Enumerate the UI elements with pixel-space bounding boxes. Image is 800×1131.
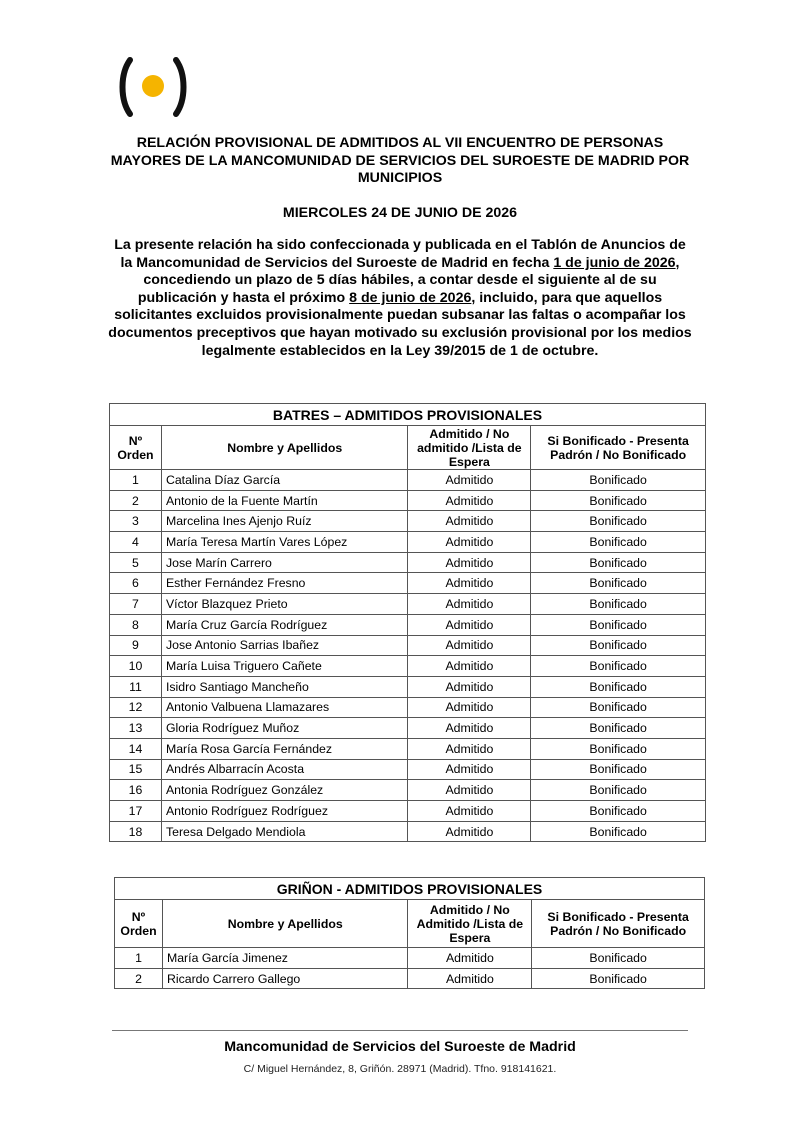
cell-name: Isidro Santiago Mancheño — [161, 676, 408, 697]
cell-status: Admitido — [408, 718, 531, 739]
table-row — [110, 490, 706, 511]
table-row — [110, 821, 706, 842]
cell-order: 6 — [110, 573, 162, 594]
cell-order: 11 — [110, 676, 162, 697]
cell-bonus: Bonificado — [531, 594, 706, 615]
cell-name: María Cruz García Rodríguez — [161, 614, 408, 635]
table-caption: BATRES – ADMITIDOS PROVISIONALES — [110, 404, 706, 426]
cell-bonus: Bonificado — [531, 738, 706, 759]
table-row — [110, 532, 706, 553]
cell-bonus: Bonificado — [531, 635, 706, 656]
cell-status: Admitido — [408, 490, 531, 511]
cell-bonus: Bonificado — [531, 532, 706, 553]
table-row — [110, 594, 706, 615]
cell-status: Admitido — [408, 635, 531, 656]
cell-bonus: Bonificado — [531, 511, 706, 532]
table-row — [110, 676, 706, 697]
cell-bonus: Bonificado — [531, 552, 706, 573]
cell-status: Admitido — [408, 511, 531, 532]
cell-bonus: Bonificado — [531, 676, 706, 697]
table-row — [110, 656, 706, 677]
col-header-order: Nº Orden — [110, 426, 162, 470]
cell-order: 14 — [110, 738, 162, 759]
intro-text-3: , incluido, para que aquellos solicitantes excluidos provisionalmente puedan subsanar las faltas o acompañar los documentos preceptivos que hayan motivado su exclusión provisional por los medios legalmente establecidos en la Ley 39/2015 de 1 de octubre. — [108, 289, 692, 359]
table-caption: GRIÑON - ADMITIDOS PROVISIONALES — [115, 878, 705, 900]
cell-name: Andrés Albarracín Acosta — [161, 759, 408, 780]
cell-name: Antonio de la Fuente Martín — [161, 490, 408, 511]
col-header-name: Nombre y Apellidos — [162, 900, 407, 948]
event-date: MIERCOLES 24 DE JUNIO DE 2026 — [282, 205, 518, 221]
cell-status: Admitido — [408, 470, 531, 491]
table-row — [110, 780, 706, 801]
table-row — [110, 759, 706, 780]
cell-bonus: Bonificado — [531, 801, 706, 822]
cell-bonus: Bonificado — [531, 780, 706, 801]
cell-bonus: Bonificado — [531, 821, 706, 842]
cell-order: 5 — [110, 552, 162, 573]
cell-bonus: Bonificado — [531, 759, 706, 780]
cell-bonus: Bonificado — [531, 470, 706, 491]
cell-bonus: Bonificado — [531, 697, 706, 718]
cell-order: 15 — [110, 759, 162, 780]
footer-organization: Mancomunidad de Servicios del Suroeste de Madrid — [224, 1039, 576, 1055]
cell-status: Admitido — [408, 532, 531, 553]
cell-order: 3 — [110, 511, 162, 532]
cell-status: Admitido — [408, 676, 531, 697]
mancomunidad-logo — [118, 56, 188, 118]
cell-status: Admitido — [408, 948, 532, 969]
cell-bonus: Bonificado — [531, 656, 706, 677]
cell-name: Catalina Díaz García — [161, 470, 408, 491]
table-row — [110, 614, 706, 635]
cell-order: 17 — [110, 801, 162, 822]
cell-name: Antonia Rodríguez González — [161, 780, 408, 801]
cell-bonus: Bonificado — [532, 948, 705, 969]
table-row — [110, 511, 706, 532]
table-row — [110, 738, 706, 759]
grinon-table — [114, 877, 705, 989]
intro-date-1: 1 de junio de 2026 — [553, 254, 676, 271]
document-title: RELACIÓN PROVISIONAL DE ADMITIDOS AL VII ENCUENTRO DE PERSONAS MAYORES DE LA MANCOMUNIDAD DE SERVICIOS DEL SUROESTE DE MADRID POR MUNICIPIOS — [110, 135, 690, 186]
table-row — [115, 948, 705, 969]
cell-order: 2 — [115, 968, 163, 989]
table-row — [110, 697, 706, 718]
cell-bonus: Bonificado — [531, 718, 706, 739]
cell-status: Admitido — [408, 697, 531, 718]
cell-name: Jose Antonio Sarrias Ibañez — [161, 635, 408, 656]
cell-status: Admitido — [408, 614, 531, 635]
cell-status: Admitido — [408, 656, 531, 677]
cell-order: 16 — [110, 780, 162, 801]
intro-text-1: La presente relación ha sido confeccionada y publicada en el Tablón de Anuncios de la Mancomunidad de Servicios del Suroeste de Madrid en fecha — [114, 237, 686, 271]
cell-name: María García Jimenez — [162, 948, 407, 969]
cell-name: Antonio Rodríguez Rodríguez — [161, 801, 408, 822]
cell-name: María Rosa García Fernández — [161, 738, 408, 759]
cell-name: María Teresa Martín Vares López — [161, 532, 408, 553]
cell-bonus: Bonificado — [531, 490, 706, 511]
footer-divider — [112, 1030, 688, 1031]
table-row — [110, 552, 706, 573]
cell-name: Víctor Blazquez Prieto — [161, 594, 408, 615]
table-row — [110, 635, 706, 656]
intro-text-2: , concediendo un plazo de 5 días hábiles, a contar desde el siguiente al de su publicación y hasta el próximo — [137, 254, 680, 306]
col-header-bonus: Si Bonificado - Presenta Padrón / No Bonificado — [532, 900, 705, 948]
cell-order: 1 — [110, 470, 162, 491]
cell-order: 7 — [110, 594, 162, 615]
table-row — [110, 470, 706, 491]
cell-name: Esther Fernández Fresno — [161, 573, 408, 594]
cell-name: Antonio Valbuena Llamazares — [161, 697, 408, 718]
cell-bonus: Bonificado — [532, 968, 705, 989]
cell-status: Admitido — [408, 780, 531, 801]
cell-order: 2 — [110, 490, 162, 511]
cell-order: 18 — [110, 821, 162, 842]
col-header-name: Nombre y Apellidos — [161, 426, 408, 470]
cell-order: 9 — [110, 635, 162, 656]
col-header-bonus: Si Bonificado - Presenta Padrón / No Bonificado — [531, 426, 706, 470]
intro-date-2: 8 de junio de 2026 — [349, 289, 472, 306]
cell-status: Admitido — [408, 738, 531, 759]
col-header-status: Admitido / No Admitido /Lista de Espera — [408, 900, 532, 948]
cell-order: 1 — [115, 948, 163, 969]
cell-status: Admitido — [408, 573, 531, 594]
cell-status: Admitido — [408, 968, 532, 989]
cell-order: 12 — [110, 697, 162, 718]
cell-name: Teresa Delgado Mendiola — [161, 821, 408, 842]
cell-order: 13 — [110, 718, 162, 739]
cell-order: 4 — [110, 532, 162, 553]
cell-name: Ricardo Carrero Gallego — [162, 968, 407, 989]
cell-bonus: Bonificado — [531, 573, 706, 594]
logo-icon — [118, 56, 188, 118]
cell-name: María Luisa Triguero Cañete — [161, 656, 408, 677]
cell-status: Admitido — [408, 821, 531, 842]
table-row — [110, 573, 706, 594]
cell-status: Admitido — [408, 552, 531, 573]
col-header-status: Admitido / No admitido /Lista de Espera — [408, 426, 531, 470]
cell-bonus: Bonificado — [531, 614, 706, 635]
table-row — [110, 801, 706, 822]
table-row — [115, 968, 705, 989]
col-header-order: Nº Orden — [115, 900, 163, 948]
cell-status: Admitido — [408, 594, 531, 615]
cell-name: Marcelina Ines Ajenjo Ruíz — [161, 511, 408, 532]
cell-status: Admitido — [408, 759, 531, 780]
table-row — [110, 718, 706, 739]
cell-order: 10 — [110, 656, 162, 677]
intro-paragraph — [108, 237, 692, 360]
batres-table — [109, 403, 706, 842]
cell-order: 8 — [110, 614, 162, 635]
cell-status: Admitido — [408, 801, 531, 822]
cell-name: Gloria Rodríguez Muñoz — [161, 718, 408, 739]
footer-address: C/ Miguel Hernández, 8, Griñón. 28971 (Madrid). Tfno. 918141621. — [243, 1063, 557, 1075]
cell-name: Jose Marín Carrero — [161, 552, 408, 573]
